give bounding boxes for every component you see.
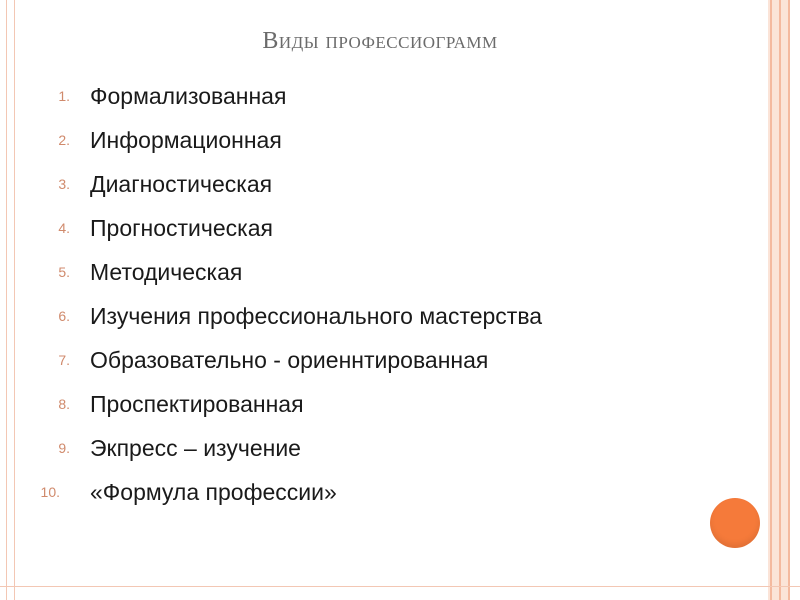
slide-title: Виды профессиограмм bbox=[262, 28, 498, 54]
list-item-number: 2. bbox=[58, 132, 70, 148]
list-item-number: 5. bbox=[58, 264, 70, 280]
list-item-number: 7. bbox=[58, 352, 70, 368]
right-decor-line-2 bbox=[779, 0, 781, 600]
left-decor-line-1 bbox=[6, 0, 7, 600]
list-item-number: 1. bbox=[58, 88, 70, 104]
list-item-text: Методическая bbox=[90, 259, 243, 285]
left-decor-line-2 bbox=[14, 0, 15, 600]
list-item-number: 8. bbox=[58, 396, 70, 412]
list-item-text: Диагностическая bbox=[90, 171, 273, 197]
list-item-text: Информационная bbox=[90, 127, 282, 153]
list-item-text: Образовательно - ориеннтированная bbox=[90, 347, 489, 373]
right-decor-line-3 bbox=[788, 0, 790, 600]
list-item-number: 9. bbox=[58, 440, 70, 456]
list-item-number: 4. bbox=[58, 220, 70, 236]
right-decor-line-1 bbox=[770, 0, 772, 600]
list-item-text: Изучения профессионального мастерства bbox=[90, 303, 543, 329]
list-item-text: Проспектированная bbox=[90, 391, 304, 417]
list-item-text: «Формула профессии» bbox=[90, 479, 337, 505]
bottom-decor-line bbox=[0, 586, 800, 587]
orange-circle-decor bbox=[710, 498, 760, 548]
list-item-number: 10. bbox=[40, 484, 60, 500]
list-item-number: 3. bbox=[58, 176, 70, 192]
list-item-text: Экпресс – изучение bbox=[90, 435, 301, 461]
list-item-text: Прогностическая bbox=[90, 215, 273, 241]
list-item-text: Формализованная bbox=[90, 83, 287, 109]
list-item-number: 6. bbox=[58, 308, 70, 324]
